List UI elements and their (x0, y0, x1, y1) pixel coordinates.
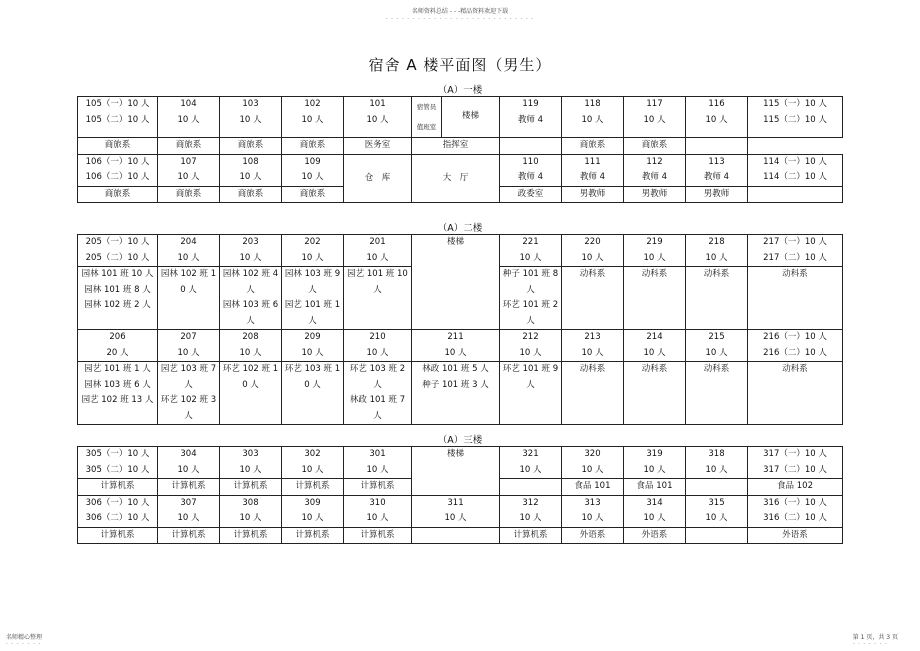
room-cell: 环艺 103 班 2 人 林政 101 班 7 人 (344, 362, 412, 425)
room-cell: 111 教师 4 (562, 154, 624, 186)
room-cell: 113 教师 4 (686, 154, 748, 186)
room-cell: 园艺 101 班 10 人 (344, 267, 412, 330)
floor-2-table (77, 234, 843, 425)
table-row (78, 97, 843, 138)
room-cell: 计算机系 (158, 527, 220, 544)
room-cell: 205（一）10 人 205（二）10 人 (78, 235, 158, 267)
room-cell: 214 10 人 (624, 330, 686, 362)
room-cell (500, 479, 562, 496)
room-cell: 动科系 (562, 267, 624, 330)
table-row (78, 527, 843, 544)
footer-left-text: 名师精心整理 (6, 634, 43, 641)
footer-left-dots: - - - - - - - (6, 641, 42, 647)
room-cell: 食品 101 (624, 479, 686, 496)
table-row (78, 330, 843, 362)
room-cell: 园艺 103 班 7 人 环艺 102 班 3 人 (158, 362, 220, 425)
room-cell: 楼梯 (412, 447, 500, 496)
room-cell: 计算机系 (500, 527, 562, 544)
room-cell: 208 10 人 (220, 330, 282, 362)
table-row (78, 495, 843, 527)
room-cell: 301 10 人 (344, 447, 412, 479)
room-cell: 商旅系 (158, 186, 220, 203)
room-cell: 107 10 人 (158, 154, 220, 186)
room-cell: 317（一）10 人 317（二）10 人 (748, 447, 843, 479)
room-cell: 商旅系 (282, 186, 344, 203)
room-cell: 116 10 人 (686, 97, 748, 138)
room-cell: 304 10 人 (158, 447, 220, 479)
room-cell: 215 10 人 (686, 330, 748, 362)
room-cell: 218 10 人 (686, 235, 748, 267)
room-cell: 210 10 人 (344, 330, 412, 362)
room-cell: 201 10 人 (344, 235, 412, 267)
room-cell: 园林 102 班 10 人 (158, 267, 220, 330)
room-cell: 101 10 人 (344, 97, 412, 138)
room-cell: 103 10 人 (220, 97, 282, 138)
room-cell: 102 10 人 (282, 97, 344, 138)
room-cell: 303 10 人 (220, 447, 282, 479)
room-cell: 环艺 102 班 10 人 (220, 362, 282, 425)
room-cell: 环艺 101 班 9 人 (500, 362, 562, 425)
room-cell: 112 教师 4 (624, 154, 686, 186)
room-cell: 园艺 101 班 1 人 园林 103 班 6 人 园艺 102 班 13 人 (78, 362, 158, 425)
room-cell (686, 479, 748, 496)
footer-right (853, 632, 898, 647)
room-cell: 商旅系 (220, 186, 282, 203)
room-cell: 213 10 人 (562, 330, 624, 362)
room-cell (500, 138, 562, 155)
room-cell: 园林 103 班 9 人 园艺 101 班 1 人 (282, 267, 344, 330)
room-cell (686, 138, 748, 155)
header-text: 名师资料总结 - - -精品资料欢迎下载 (411, 8, 509, 15)
room-cell: 306（一）10 人 306（二）10 人 (78, 495, 158, 527)
room-cell: 计算机系 (282, 479, 344, 496)
room-cell: 男教师 (562, 186, 624, 203)
room-cell: 商旅系 (78, 138, 158, 155)
room-cell: 318 10 人 (686, 447, 748, 479)
room-cell: 计算机系 (78, 527, 158, 544)
room-cell: 221 10 人 (500, 235, 562, 267)
room-cell: 219 10 人 (624, 235, 686, 267)
room-cell: 108 10 人 (220, 154, 282, 186)
room-cell: 109 10 人 (282, 154, 344, 186)
room-cell: 209 10 人 (282, 330, 344, 362)
room-cell: 321 10 人 (500, 447, 562, 479)
room-cell: 楼梯 (442, 97, 500, 138)
room-cell: 仓 库 (344, 154, 412, 203)
room-cell: 计算机系 (158, 479, 220, 496)
room-cell: 115（一）10 人 115（二）10 人 (748, 97, 843, 138)
room-cell: 计算机系 (344, 479, 412, 496)
room-cell: 217（一）10 人 217（二）10 人 (748, 235, 843, 267)
room-cell: 117 10 人 (624, 97, 686, 138)
table-row (78, 447, 843, 479)
room-cell: 311 10 人 (412, 495, 500, 527)
room-cell: 313 10 人 (562, 495, 624, 527)
room-cell: 外语系 (624, 527, 686, 544)
room-cell: 211 10 人 (412, 330, 500, 362)
footer-left (6, 632, 42, 647)
room-cell: 310 10 人 (344, 495, 412, 527)
floor-3-table (77, 446, 843, 544)
room-cell: 118 10 人 (562, 97, 624, 138)
table-row (78, 154, 843, 186)
room-cell: 319 10 人 (624, 447, 686, 479)
room-cell: 202 10 人 (282, 235, 344, 267)
room-cell: 男教师 (624, 186, 686, 203)
room-cell: 计算机系 (282, 527, 344, 544)
room-cell: 计算机系 (220, 527, 282, 544)
room-cell (748, 186, 843, 203)
room-cell: 外语系 (562, 527, 624, 544)
page-title: 宿舍 A 楼平面图（男生） (368, 56, 552, 74)
room-cell: 106（一）10 人 106（二）10 人 (78, 154, 158, 186)
floor-1-table (77, 96, 843, 203)
table-row (78, 362, 843, 425)
room-cell: 男教师 (686, 186, 748, 203)
room-cell: 医务室 (344, 138, 412, 155)
room-cell: 216（一）10 人 216（二）10 人 (748, 330, 843, 362)
room-cell: 环艺 103 班 10 人 (282, 362, 344, 425)
room-cell: 楼梯 (412, 235, 500, 330)
room-cell: 312 10 人 (500, 495, 562, 527)
room-cell: 大 厅 (412, 154, 500, 203)
room-cell: 207 10 人 (158, 330, 220, 362)
room-cell: 220 10 人 (562, 235, 624, 267)
room-cell: 119 教师 4 (500, 97, 562, 138)
floor-1-label: （A）一楼 (437, 85, 483, 96)
floor-3-label: （A）三楼 (437, 435, 483, 446)
room-cell: 宿管员 值班室 (412, 97, 442, 138)
room-cell: 指挥室 (412, 138, 500, 155)
room-cell: 309 10 人 (282, 495, 344, 527)
footer-right-dots: - - - - - - - (852, 641, 888, 647)
room-cell: 314 10 人 (624, 495, 686, 527)
room-cell: 305（一）10 人 305（二）10 人 (78, 447, 158, 479)
room-cell: 政委室 (500, 186, 562, 203)
room-cell: 计算机系 (344, 527, 412, 544)
room-cell: 206 20 人 (78, 330, 158, 362)
room-cell: 204 10 人 (158, 235, 220, 267)
room-cell: 动科系 (624, 362, 686, 425)
page-number: 第 1 页，共 3 页 (852, 634, 898, 641)
room-cell: 园林 102 班 4 人 园林 103 班 6 人 (220, 267, 282, 330)
room-cell: 种子 101 班 8 人 环艺 101 班 2 人 (500, 267, 562, 330)
room-cell: 316（一）10 人 316（二）10 人 (748, 495, 843, 527)
room-cell: 计算机系 (220, 479, 282, 496)
page-header (0, 6, 920, 22)
header-dots: - - - - - - - - - - - - - - - - - - - - - - - - - - - - (385, 16, 535, 22)
room-cell: 商旅系 (158, 138, 220, 155)
room-cell: 动科系 (748, 362, 843, 425)
room-cell: 外语系 (748, 527, 843, 544)
room-cell: 302 10 人 (282, 447, 344, 479)
room-cell (686, 527, 748, 544)
room-cell: 307 10 人 (158, 495, 220, 527)
room-cell: 315 10 人 (686, 495, 748, 527)
room-cell: 104 10 人 (158, 97, 220, 138)
room-cell: 105（一）10 人 105（二）10 人 (78, 97, 158, 138)
room-cell: 园林 101 班 10 人 园林 101 班 8 人 园林 102 班 2 人 (78, 267, 158, 330)
room-cell: 动科系 (748, 267, 843, 330)
room-cell: 308 10 人 (220, 495, 282, 527)
room-cell: 食品 102 (748, 479, 843, 496)
room-cell: 320 10 人 (562, 447, 624, 479)
room-cell: 动科系 (686, 267, 748, 330)
floor-2-label: （A）二楼 (437, 223, 483, 234)
room-cell: 食品 101 (562, 479, 624, 496)
room-cell: 203 10 人 (220, 235, 282, 267)
room-cell: 动科系 (686, 362, 748, 425)
room-cell: 114（一）10 人 114（二）10 人 (748, 154, 843, 186)
room-cell: 商旅系 (282, 138, 344, 155)
room-cell: 动科系 (624, 267, 686, 330)
room-cell: 商旅系 (78, 186, 158, 203)
table-row (78, 235, 843, 267)
room-cell: 商旅系 (562, 138, 624, 155)
room-cell: 商旅系 (624, 138, 686, 155)
room-cell: 212 10 人 (500, 330, 562, 362)
room-cell: 计算机系 (78, 479, 158, 496)
room-cell: 110 教师 4 (500, 154, 562, 186)
room-cell: 商旅系 (220, 138, 282, 155)
table-row (78, 138, 843, 155)
room-cell: 动科系 (562, 362, 624, 425)
room-cell: 林政 101 班 5 人 种子 101 班 3 人 (412, 362, 500, 425)
room-cell (412, 527, 500, 544)
